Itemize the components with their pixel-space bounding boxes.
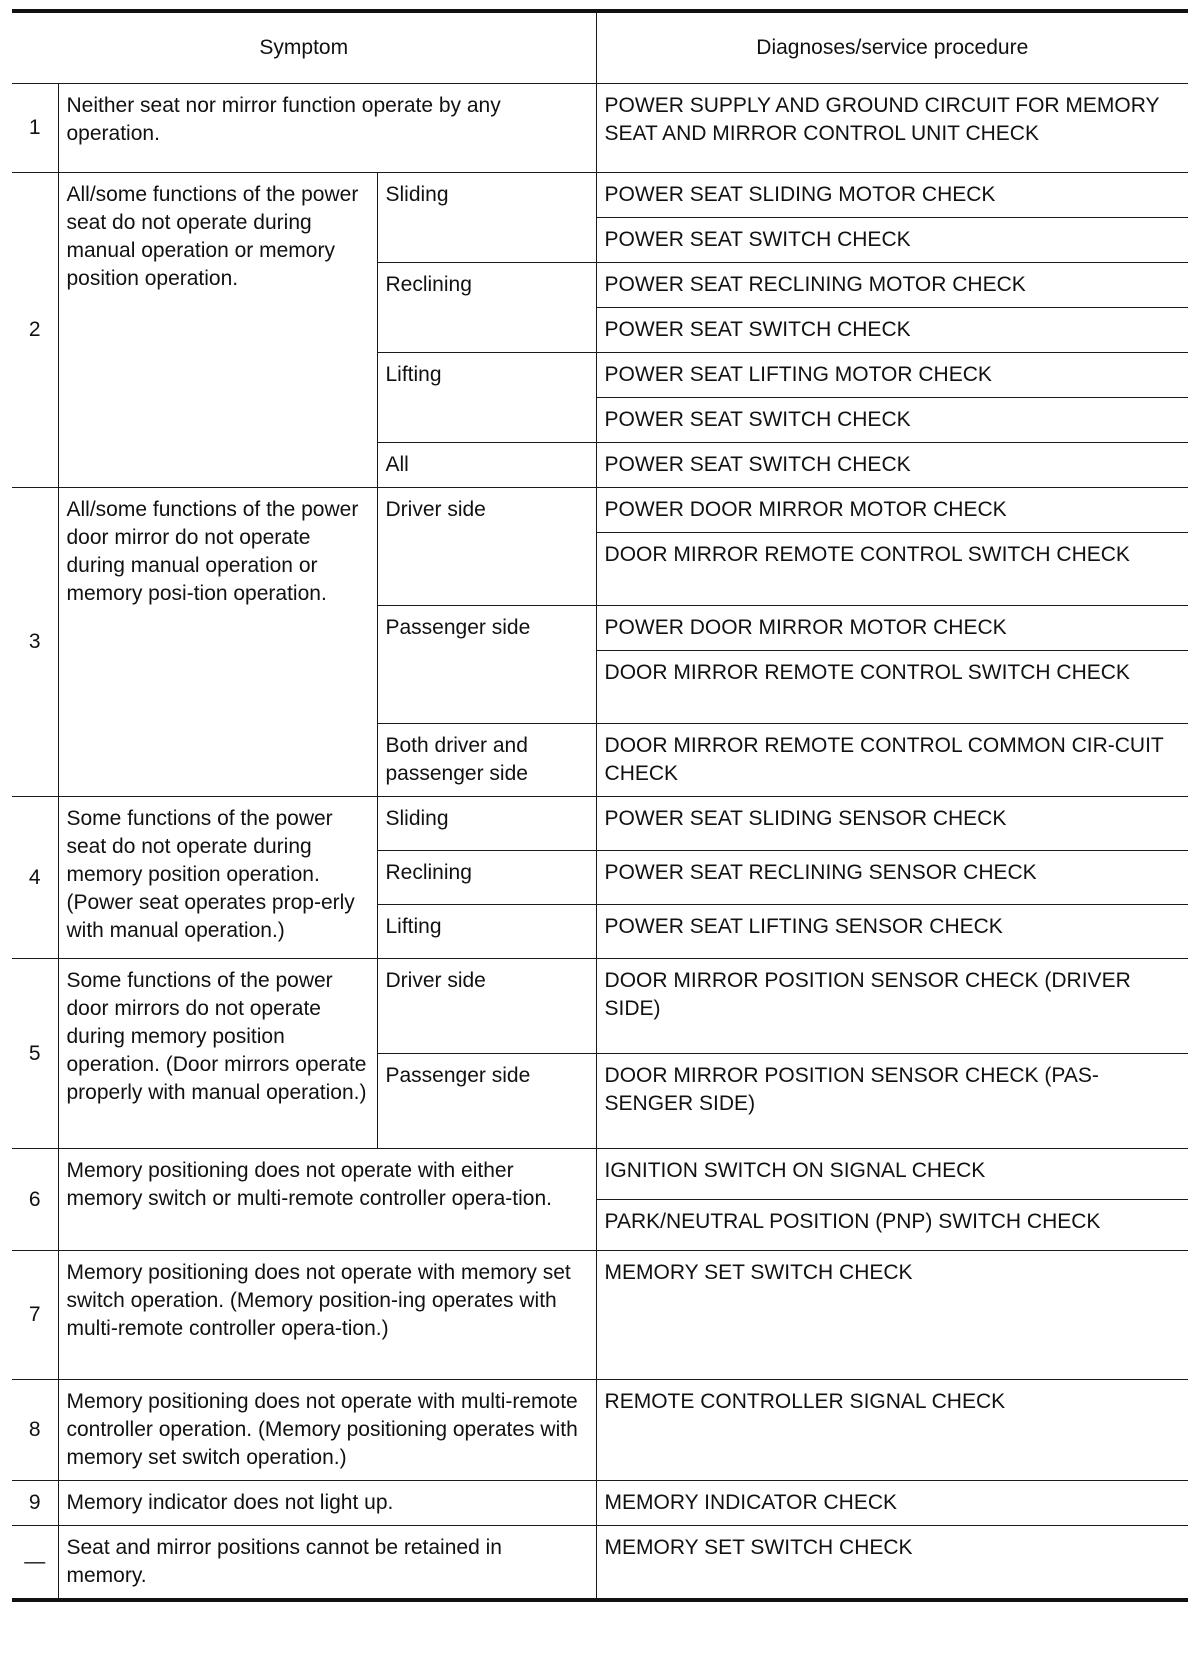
procedure-cell: POWER SEAT SWITCH CHECK [596,443,1188,488]
symptom-cell: Some functions of the power seat do not operate during memory position operation. (Power seat operates prop-erly with manual operation.) [58,797,377,959]
table-row [12,1149,1188,1200]
header-row [12,11,1188,84]
table-row [12,84,1188,173]
subcategory-cell: Passenger side [377,1054,596,1149]
row-number: 6 [12,1149,58,1251]
symptom-cell: Seat and mirror positions cannot be retained in memory. [58,1526,596,1601]
procedure-cell: POWER SEAT SWITCH CHECK [596,398,1188,443]
procedure-cell: POWER SEAT LIFTING MOTOR CHECK [596,353,1188,398]
table-row [12,1526,1188,1601]
procedure-cell: POWER SEAT SLIDING SENSOR CHECK [596,797,1188,851]
subcategory-cell: Lifting [377,905,596,959]
row-number: 9 [12,1481,58,1526]
procedure-cell: DOOR MIRROR POSITION SENSOR CHECK (DRIVER SIDE) [596,959,1188,1054]
symptom-cell: Memory positioning does not operate with multi-remote controller operation. (Memory positioning operates with memory set switch operation.) [58,1380,596,1481]
row-number: — [12,1526,58,1601]
table-row [12,797,1188,851]
procedure-cell: POWER SEAT SLIDING MOTOR CHECK [596,173,1188,218]
procedure-cell: POWER SEAT SWITCH CHECK [596,218,1188,263]
symptom-diagnosis-table [12,9,1188,1602]
table-row [12,1380,1188,1481]
subcategory-cell: Sliding [377,797,596,851]
table-row [12,173,1188,218]
procedure-cell: POWER SUPPLY AND GROUND CIRCUIT FOR MEMORY SEAT AND MIRROR CONTROL UNIT CHECK [596,84,1188,173]
symptom-cell: Memory positioning does not operate with memory set switch operation. (Memory position-ing operates with multi-remote controller opera-tion.) [58,1251,596,1380]
procedure-cell: MEMORY INDICATOR CHECK [596,1481,1188,1526]
subcategory-cell: Lifting [377,353,596,443]
subcategory-cell: Reclining [377,263,596,353]
subcategory-cell: Sliding [377,173,596,263]
symptom-cell: Some functions of the power door mirrors do not operate during memory position operation. (Door mirrors operate properly with manual operation.) [58,959,377,1149]
symptom-cell: Memory indicator does not light up. [58,1481,596,1526]
procedure-cell: POWER DOOR MIRROR MOTOR CHECK [596,606,1188,651]
procedure-cell: MEMORY SET SWITCH CHECK [596,1526,1188,1601]
symptom-cell: Neither seat nor mirror function operate by any operation. [58,84,596,173]
procedure-cell: POWER SEAT RECLINING MOTOR CHECK [596,263,1188,308]
procedure-cell: PARK/NEUTRAL POSITION (PNP) SWITCH CHECK [596,1200,1188,1251]
procedure-cell: POWER DOOR MIRROR MOTOR CHECK [596,488,1188,533]
diagnoses-header: Diagnoses/service procedure [596,11,1188,84]
subcategory-cell: Driver side [377,959,596,1054]
symptom-cell: Memory positioning does not operate with either memory switch or multi-remote controller opera-tion. [58,1149,596,1251]
subcategory-cell: All [377,443,596,488]
row-number: 7 [12,1251,58,1380]
subcategory-cell: Passenger side [377,606,596,724]
procedure-cell: POWER SEAT RECLINING SENSOR CHECK [596,851,1188,905]
row-number: 4 [12,797,58,959]
table-row [12,959,1188,1054]
row-number: 8 [12,1380,58,1481]
procedure-cell: MEMORY SET SWITCH CHECK [596,1251,1188,1380]
procedure-cell: DOOR MIRROR REMOTE CONTROL SWITCH CHECK [596,651,1188,724]
symptom-cell: All/some functions of the power door mirror do not operate during manual operation or memory posi-tion operation. [58,488,377,797]
procedure-cell: REMOTE CONTROLLER SIGNAL CHECK [596,1380,1188,1481]
procedure-cell: POWER SEAT SWITCH CHECK [596,308,1188,353]
row-number: 5 [12,959,58,1149]
row-number: 1 [12,84,58,173]
row-number: 2 [12,173,58,488]
table-row [12,1251,1188,1380]
procedure-cell: DOOR MIRROR REMOTE CONTROL COMMON CIR-CUIT CHECK [596,724,1188,797]
procedure-cell: IGNITION SWITCH ON SIGNAL CHECK [596,1149,1188,1200]
procedure-cell: DOOR MIRROR REMOTE CONTROL SWITCH CHECK [596,533,1188,606]
subcategory-cell: Reclining [377,851,596,905]
symptom-cell: All/some functions of the power seat do not operate during manual operation or memory position operation. [58,173,377,488]
procedure-cell: POWER SEAT LIFTING SENSOR CHECK [596,905,1188,959]
row-number: 3 [12,488,58,797]
subcategory-cell: Driver side [377,488,596,606]
table-row [12,1481,1188,1526]
table-row [12,488,1188,533]
subcategory-cell: Both driver and passenger side [377,724,596,797]
symptom-header: Symptom [12,11,596,84]
procedure-cell: DOOR MIRROR POSITION SENSOR CHECK (PAS-SENGER SIDE) [596,1054,1188,1149]
